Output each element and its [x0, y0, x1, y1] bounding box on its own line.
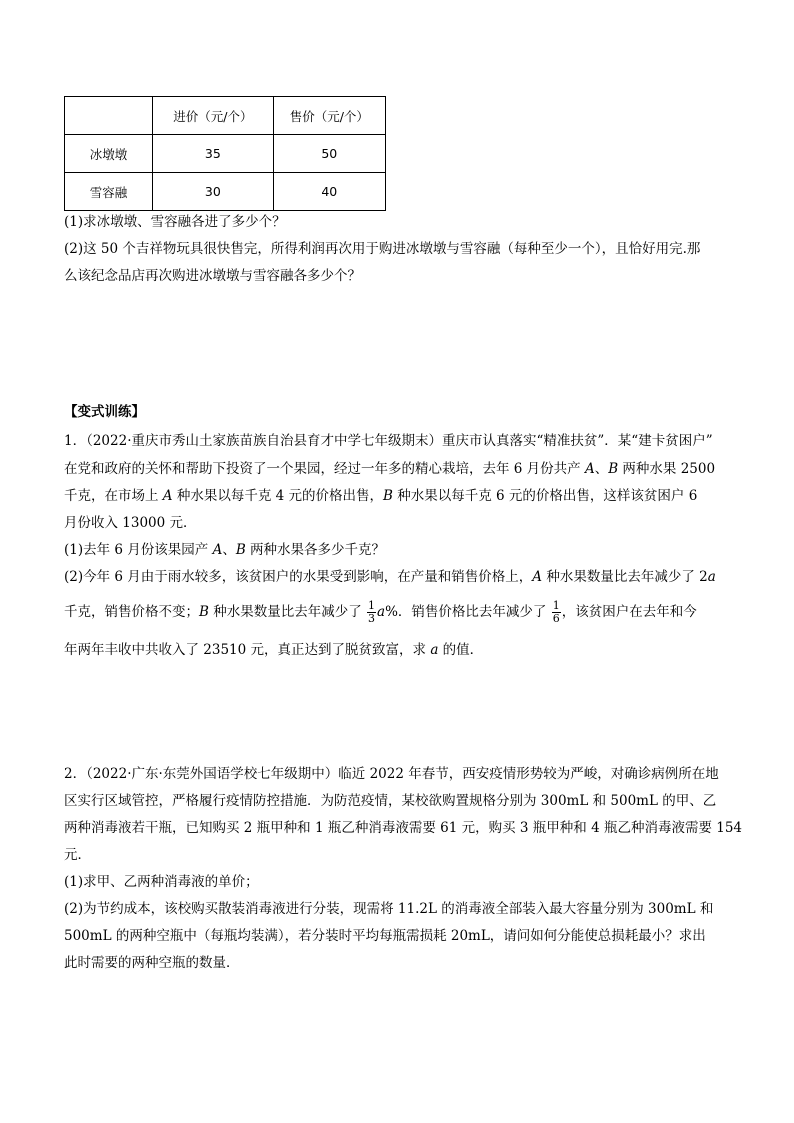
- variable-a: a: [430, 642, 439, 658]
- variable-A: A: [532, 569, 543, 585]
- exercise-2-line-3: 两种消毒液若干瓶，已知购买 2 瓶甲种和 1 瓶乙种消毒液需要 61 元，购买 3 瓶甲种和 4 瓶乙种消毒液需要 154: [64, 820, 743, 836]
- table-cell: 冰墩墩: [65, 135, 153, 173]
- exercise-2-question-2-line-1: (2)为节约成本，该校购买散装消毒液进行分装，现需将 11.2L 的消毒液全部装入最大容量分别为 300mL 和: [64, 901, 714, 917]
- exercise-1-line-2: [64, 459, 715, 479]
- exercise-1-question-2-line-3: [64, 640, 483, 660]
- price-table: [64, 96, 386, 211]
- text-span: 千克，在市场上: [64, 488, 163, 504]
- table-cell: 50: [273, 135, 385, 173]
- exercise-2-line-2: 区实行区域管控，严格履行疫情防控措施．为防范疫情，某校欲购置规格分别为 300mL 和 500mL 的甲、乙: [64, 793, 717, 809]
- fraction-denominator: 6: [552, 612, 560, 625]
- text-span: (2)今年 6 月由于雨水较多，该贫困户的水果受到影响，在产量和销售价格上，: [64, 569, 533, 585]
- exercise-2-line-4: 元．: [64, 847, 91, 863]
- exercise-2-question-2-line-3: 此时需要的两种空瓶的数量．: [64, 955, 240, 971]
- table-cell: 35: [153, 135, 274, 173]
- variable-A: A: [162, 488, 173, 504]
- text-span: (1)去年 6 月份该果园产: [64, 542, 213, 558]
- text-span: 两种水果 2500: [618, 461, 716, 477]
- fraction-one-sixth: [552, 600, 561, 625]
- text-span: 种水果数量比去年减少了 2: [542, 569, 708, 585]
- variable-A: A: [584, 461, 595, 477]
- variable-B: B: [199, 604, 209, 620]
- text-span: 在党和政府的关怀和帮助下投资了一个果园，经过一年多的精心栽培，去年 6 月份共产: [64, 461, 585, 477]
- section-title: 【变式训练】: [64, 404, 145, 420]
- exercise-1-question-1: [64, 540, 385, 560]
- variable-B: B: [235, 542, 246, 558]
- text-span: 两种水果各多少千克？: [245, 542, 386, 558]
- question-part-2-line-1: (2)这 50 个吉祥物玩具很快售完，所得利润再次用于购进冰墩墩与雪容融（每种至少一个），且恰好用完.那: [64, 241, 701, 257]
- exercise-2-line-1: 2．（2022·广东·东莞外国语学校七年级期中）临近 2022 年春节，西安疫情形势较为严峻，对确诊病例所在地: [64, 766, 719, 782]
- variable-B: B: [608, 461, 619, 477]
- text-span: 种水果数量比去年减少了: [208, 604, 367, 620]
- table-header-cell: 进价（元/个）: [153, 97, 274, 135]
- fraction-numerator: 1: [368, 599, 376, 612]
- table-cell: 30: [153, 173, 274, 211]
- table-row: [65, 135, 386, 173]
- text-span: 、: [594, 461, 609, 477]
- exercise-1-question-2-line-2: [64, 600, 697, 625]
- table-header-cell: [65, 97, 153, 135]
- question-part-1: (1)求冰墩墩、雪容融各进了多少个？: [64, 214, 286, 230]
- exercise-1-line-4: 月份收入 13000 元．: [64, 515, 197, 531]
- table-cell: 40: [273, 173, 385, 211]
- text-span: 、: [222, 542, 236, 558]
- exercise-2-question-1: (1)求甲、乙两种消毒液的单价；: [64, 874, 259, 890]
- fraction-numerator: 1: [552, 599, 560, 612]
- table-header-cell: 售价（元/个）: [273, 97, 385, 135]
- question-part-2-line-2: 么该纪念品店再次购进冰墩墩与雪容融各多少个？: [64, 268, 361, 284]
- variable-a: a: [377, 604, 386, 620]
- exercise-1-line-1: 1．（2022·重庆市秀山土家族苗族自治县育才中学七年级期末）重庆市认真落实“精准扶贫”．某“建卡贫困户”: [64, 433, 713, 449]
- text-span: 种水果以每千克 6 元的价格出售，这样该贫困户 6: [392, 488, 698, 504]
- text-span: 的值．: [438, 642, 484, 658]
- table-cell: 雪容融: [65, 173, 153, 211]
- fraction-denominator: 3: [368, 612, 376, 625]
- text-span: 年两年丰收中共收入了 23510 元，真正达到了脱贫致富，求: [64, 642, 431, 658]
- text-span: %．销售价格比去年减少了: [385, 604, 551, 620]
- text-span: 千克，销售价格不变；: [64, 604, 199, 620]
- exercise-2-question-2-line-2: 500mL 的两种空瓶中（每瓶均装满），若分装时平均每瓶需损耗 20mL，请问如何分能使总损耗最小？求出: [64, 928, 706, 944]
- exercise-1-question-2-line-1: [64, 567, 716, 587]
- text-span: ，该贫困户在去年和今: [561, 604, 697, 620]
- exercise-1-line-3: [64, 486, 697, 506]
- table-row: [65, 173, 386, 211]
- variable-A: A: [212, 542, 223, 558]
- variable-a: a: [707, 569, 716, 585]
- text-span: 种水果以每千克 4 元的价格出售，: [172, 488, 384, 504]
- variable-B: B: [383, 488, 393, 504]
- table-header-row: [65, 97, 386, 135]
- fraction-one-third: [367, 600, 376, 625]
